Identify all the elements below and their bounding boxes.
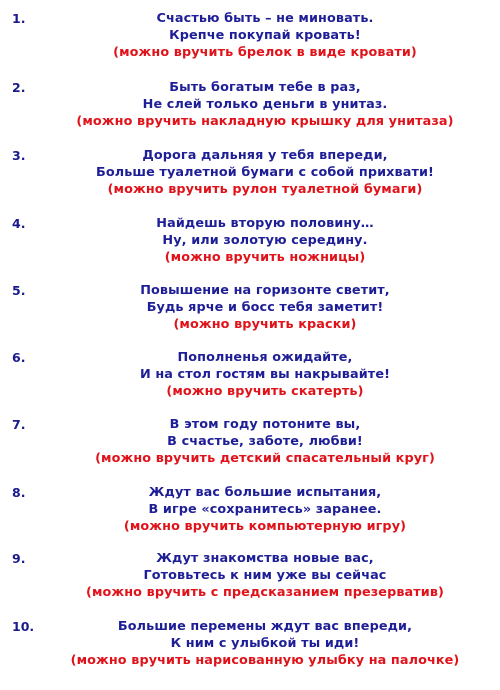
gift-note: (можно вручить накладную крышку для унитаза) — [76, 114, 454, 129]
entry-text — [38, 618, 492, 669]
verse-line-2: Будь ярче и босс тебя заметит! — [146, 300, 384, 315]
entry-number: 1. — [12, 11, 26, 26]
entry-text — [38, 349, 492, 400]
gift-note: (можно вручить нарисованную улыбку на палочке) — [70, 653, 460, 668]
entry-number: 3. — [12, 148, 26, 163]
toast-entry — [0, 349, 500, 415]
verse-line-2: Ну, или золотую середину. — [162, 233, 368, 248]
verse-line-1: Пополненья ожидайте, — [177, 350, 353, 365]
toast-entry — [0, 550, 500, 616]
entry-number: 8. — [12, 485, 26, 500]
entry-number: 5. — [12, 283, 26, 298]
gift-note: (можно вручить ножницы) — [164, 250, 366, 265]
verse-line-2: К ним с улыбкой ты иди! — [170, 636, 360, 651]
entry-number: 6. — [12, 350, 26, 365]
toast-entry — [0, 416, 500, 482]
verse-line-2: Готовьтесь к ним уже вы сейчас — [143, 568, 387, 583]
verse-line-1: Повышение на горизонте светит, — [140, 283, 390, 298]
verse-line-1: Ждут знакомства новые вас, — [156, 551, 374, 566]
entry-text — [38, 10, 492, 61]
gift-note: (можно вручить детский спасательный круг) — [95, 451, 435, 466]
verse-line-1: Быть богатым тебе в раз, — [169, 80, 361, 95]
toast-entry — [0, 618, 500, 684]
toast-entry — [0, 10, 500, 76]
toast-entry — [0, 215, 500, 281]
gift-note: (можно вручить краски) — [173, 317, 357, 332]
toast-entry — [0, 282, 500, 348]
gift-note: (можно вручить с предсказанием презерватив) — [86, 585, 444, 600]
entry-number: 9. — [12, 551, 26, 566]
entry-text — [38, 416, 492, 467]
verse-line-1: Счастью быть – не миновать. — [156, 11, 374, 26]
toast-entry — [0, 147, 500, 213]
verse-line-2: В игре «сохранитесь» заранее. — [148, 502, 382, 517]
entry-number: 7. — [12, 417, 26, 432]
entry-text — [38, 79, 492, 130]
verse-line-2: В счастье, заботе, любви! — [167, 434, 363, 449]
entry-text — [38, 215, 492, 266]
gift-note: (можно вручить компьютерную игру) — [123, 519, 407, 534]
gift-note: (можно вручить скатерть) — [166, 384, 364, 399]
entry-text — [38, 550, 492, 601]
toast-entry — [0, 484, 500, 550]
entry-number: 2. — [12, 80, 26, 95]
entry-number: 4. — [12, 216, 26, 231]
verse-line-2: Не слей только деньги в унитаз. — [142, 97, 388, 112]
gift-note: (можно вручить брелок в виде кровати) — [113, 45, 417, 60]
entry-text — [38, 484, 492, 535]
entry-text — [38, 147, 492, 198]
gift-note: (можно вручить рулон туалетной бумаги) — [107, 182, 423, 197]
verse-line-2: Больше туалетной бумаги с собой прихвати! — [96, 165, 434, 180]
verse-line-1: Ждут вас большие испытания, — [148, 485, 382, 500]
entry-text — [38, 282, 492, 333]
verse-line-1: В этом году потоните вы, — [169, 417, 361, 432]
verse-line-2: И на стол гостям вы накрывайте! — [139, 367, 391, 382]
entry-number: 10. — [12, 619, 35, 634]
verse-line-1: Дорога дальняя у тебя впереди, — [142, 148, 388, 163]
verse-line-2: Крепче покупай кровать! — [169, 28, 361, 43]
toast-entry — [0, 79, 500, 145]
verse-line-1: Найдешь вторую половину… — [156, 216, 374, 231]
verse-line-1: Большие перемены ждут вас впереди, — [117, 619, 413, 634]
